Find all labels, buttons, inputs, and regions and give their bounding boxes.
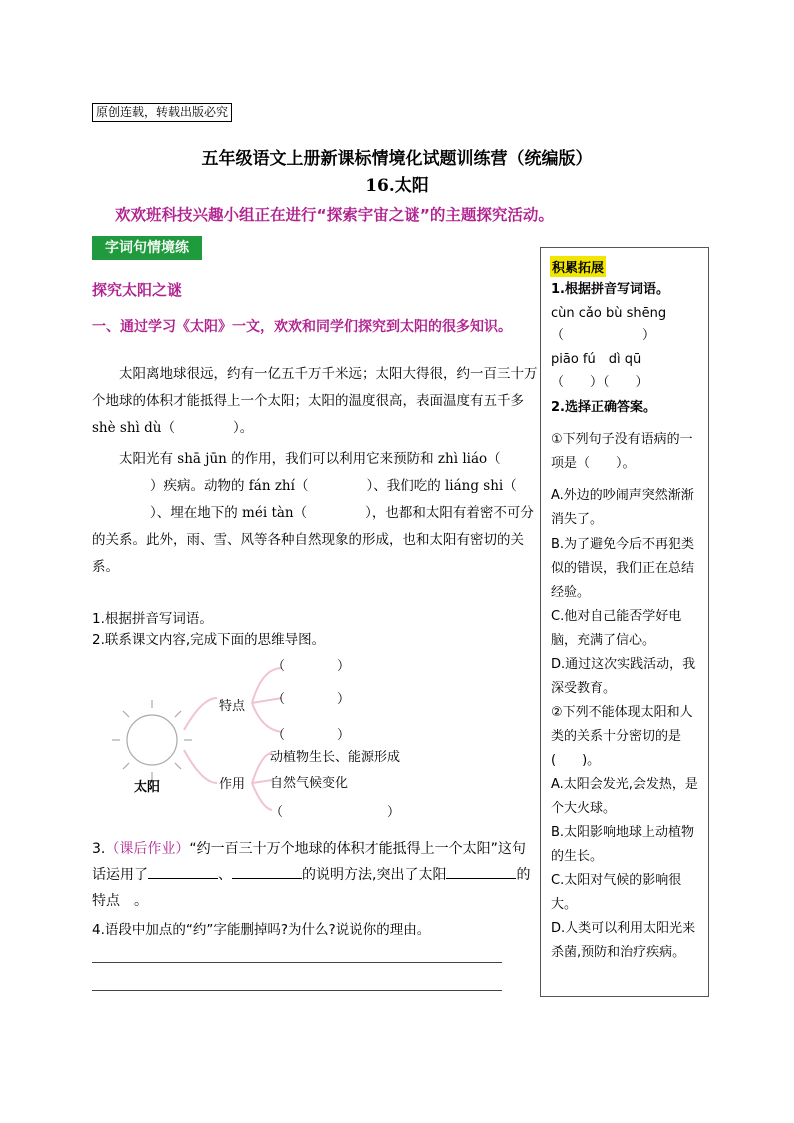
lesson-title: 16.太阳	[365, 176, 429, 196]
question-1-1: 1.根据拼音写词语。	[92, 611, 213, 627]
feature-blank-3: （ ）	[272, 728, 351, 743]
sidebar-question-b: ②下列不能体现太阳和人类的关系十分密切的是( )。	[551, 705, 693, 768]
section-title: 探究太阳之谜	[92, 281, 183, 299]
sidebar-question-a: ①下列句子没有语病的一项是（ ）。	[551, 432, 693, 471]
sidebar-option-b4: D.人类可以利用太阳光来杀菌,预防和治疗疾病。	[551, 921, 696, 960]
sidebar-option-a1: A.外边的吵闹声突然渐渐消失了。	[551, 488, 694, 527]
section-banner: 字词句情境练	[92, 236, 202, 260]
answer-line-2[interactable]	[92, 990, 502, 991]
use-blank: （ ）	[270, 805, 401, 820]
sidebar-option-b2: B.太阳影响地球上动植物的生长。	[551, 825, 695, 864]
sidebar-option-b1: A.太阳会发光,会发热，是个大火球。	[551, 777, 698, 816]
sidebar-blank-1: （ ）	[551, 328, 656, 343]
answer-line-1[interactable]	[92, 962, 502, 963]
sidebar-q2: 2.选择正确答案。	[551, 400, 656, 415]
use-item-1: 动植物生长、能源形成	[270, 750, 401, 765]
sidebar-option-a4: D.通过这次实践活动，我深受教育。	[551, 657, 696, 696]
mind-map-feature-label: 特点	[219, 699, 246, 714]
question-3: 3.（课后作业）“约一百三十万个地球的体积才能抵得上一个太阳”这句话运用了 、 的说明方法,突出了太阳 的特点 。	[92, 841, 531, 909]
passage-paragraph-1: 太阳离地球很远，约有一亿五千万千米远；太阳大得很，约一百三十万个地球的体积才能抵得上一个太阳；太阳的温度很高，表面温度有五千多 shè shì dù（ ）。	[92, 366, 538, 436]
worksheet-title: 五年级语文上册新课标情境化试题训练营（统编版）	[201, 149, 593, 169]
sidebar-option-b3: C.太阳对气候的影响很大。	[551, 873, 682, 912]
intro-sentence: 欢欢班科技兴趣小组正在进行“探索宇宙之谜”的主题探究活动。	[115, 206, 554, 224]
sidebar-option-a3: C.他对自己能否学好电脑，充满了信心。	[551, 609, 682, 648]
mind-map-center: 太阳	[134, 780, 161, 795]
sidebar-blank-2: （ ）（ ）	[551, 375, 649, 390]
question-4: 4.语段中加点的“约”字能删掉吗?为什么?说说你的理由。	[92, 922, 431, 938]
question-1-prompt: 一、通过学习《太阳》一文，欢欢和同学们探究到太阳的很多知识。	[92, 319, 512, 335]
sidebar-title: 积累拓展	[550, 256, 606, 277]
mind-map	[92, 648, 422, 838]
feature-blank-2: （ ）	[272, 692, 351, 707]
sidebar-pinyin-1: cùn cǎo bù shēng	[551, 306, 667, 321]
copyright-tag: 原创连载，转载出版必究	[92, 103, 232, 122]
mind-map-use-label: 作用	[219, 777, 246, 792]
question-1-2: 2.联系课文内容,完成下面的思维导图。	[92, 632, 326, 648]
sidebar-q1: 1.根据拼音写词语。	[551, 282, 669, 297]
feature-blank-1: （ ）	[272, 659, 351, 674]
use-item-2: 自然气候变化	[270, 776, 349, 791]
sidebar-pinyin-2: piāo fú dì qū	[551, 352, 642, 367]
passage-paragraph-2: 太阳光有 shā jūn 的作用，我们可以利用它来预防和 zhì liáo（）疾病。动物的 fán zhí（ ）、我们吃的 liáng shi（）、埋在地下的 méi tàn（ ），也都和太阳有着密不可分的关系。此外，雨、雪、风等各种自然现象的形成，也和太阳有密切的关系。	[92, 451, 534, 575]
sidebar-option-a2: B.为了避免今后不再犯类似的错误，我们正在总结经验。	[551, 537, 695, 600]
